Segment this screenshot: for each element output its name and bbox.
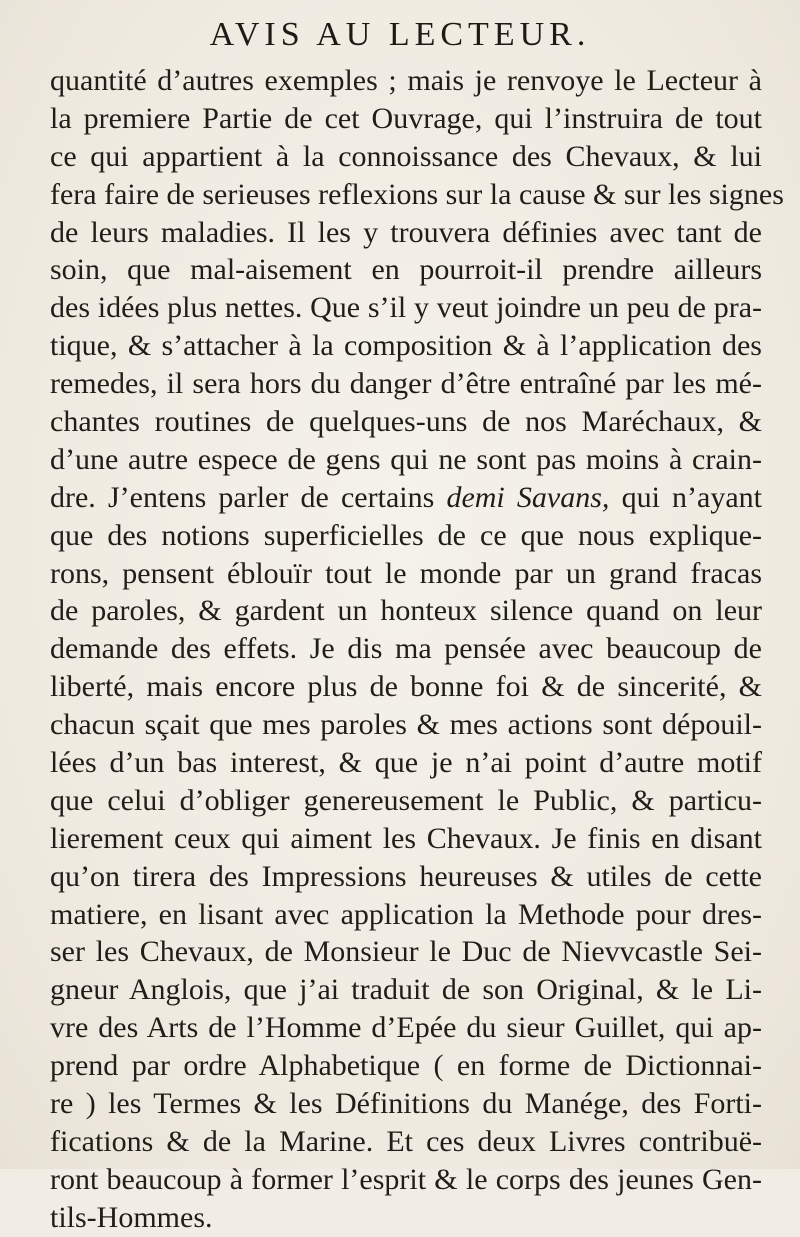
text-line: de leurs maladies. Il les y trouvera définies avec tant de bbox=[50, 215, 762, 249]
text-line: vre des Arts de l’Homme d’Epée du sieur Guillet, qui ap- bbox=[50, 1011, 762, 1045]
text-segment: dre. J’entens parler de certains bbox=[50, 480, 435, 514]
text-line: liberté, mais encore plus de bonne foi & de sincerité, & bbox=[50, 670, 762, 704]
text-line: des idées plus nettes. Que s’il y veut joindre un peu de pra- bbox=[50, 291, 762, 325]
text-line-last: tils-Hommes. bbox=[50, 1200, 213, 1234]
running-head: AVIS AU LECTEUR. bbox=[209, 16, 591, 53]
text-line: ront beaucoup à former l’esprit & le corps des jeunes Gen- bbox=[50, 1162, 762, 1196]
text-line: matiere, en lisant avec application la Methode pour dres- bbox=[50, 897, 762, 931]
text-line: tique, & s’attacher à la composition & à l’application des bbox=[50, 329, 762, 363]
text-line: d’une autre espece de gens qui ne sont pas moins à crain- bbox=[50, 442, 762, 476]
text-line: re ) les Termes & les Définitions du Manége, des Forti- bbox=[50, 1087, 762, 1121]
text-line: gneur Anglois, que j’ai traduit de son Original, & le Li- bbox=[50, 973, 762, 1007]
body-text bbox=[50, 62, 784, 1237]
text-line: ce qui appartient à la connoissance des Chevaux, & lui bbox=[50, 139, 762, 173]
text-line: lées d’un bas interest, & que je n’ai point d’autre motif bbox=[50, 746, 762, 780]
text-line: fications & de la Marine. Et ces deux Livres contribuë- bbox=[50, 1124, 762, 1158]
text-line: chacun sçait que mes paroles & mes actions sont dépouil- bbox=[50, 708, 762, 742]
text-line: qu’on tirera des Impressions heureuses & utiles de cette bbox=[50, 859, 762, 893]
text-line: ser les Chevaux, de Monsieur le Duc de Nievvcastle Sei- bbox=[50, 935, 762, 969]
text-line: de paroles, & gardent un honteux silence quand on leur bbox=[50, 594, 762, 628]
text-line: quantité d’autres exemples ; mais je renvoye le Lecteur à bbox=[50, 64, 762, 97]
text-line: fera faire de serieuses reflexions sur la cause & sur les signes bbox=[50, 177, 784, 211]
italic-term: demi Savans, bbox=[446, 480, 610, 514]
text-line: rons, pensent éblouïr tout le monde par un grand fracas bbox=[50, 556, 762, 590]
text-segment: qui n’ayant bbox=[621, 480, 763, 514]
text-line: lierement ceux qui aiment les Chevaux. Je finis en disant bbox=[50, 821, 762, 855]
text-line-with-italic bbox=[50, 479, 762, 517]
text-line: que des notions superficielles de ce que nous explique- bbox=[50, 518, 762, 552]
text-line: demande des effets. Je dis ma pensée avec beaucoup de bbox=[50, 632, 762, 666]
text-line: chantes routines de quelques-uns de nos Maréchaux, & bbox=[50, 405, 762, 439]
text-line: prend par ordre Alphabetique ( en forme de Dictionnai- bbox=[50, 1049, 762, 1083]
text-line: soin, que mal-aisement en pourroit-il prendre ailleurs bbox=[50, 253, 762, 287]
text-line: remedes, il sera hors du danger d’être entraîné par les mé- bbox=[50, 367, 762, 401]
text-line: la premiere Partie de cet Ouvrage, qui l’instruira de tout bbox=[50, 101, 762, 135]
text-line: que celui d’obliger genereusement le Public, & particu- bbox=[50, 783, 762, 817]
